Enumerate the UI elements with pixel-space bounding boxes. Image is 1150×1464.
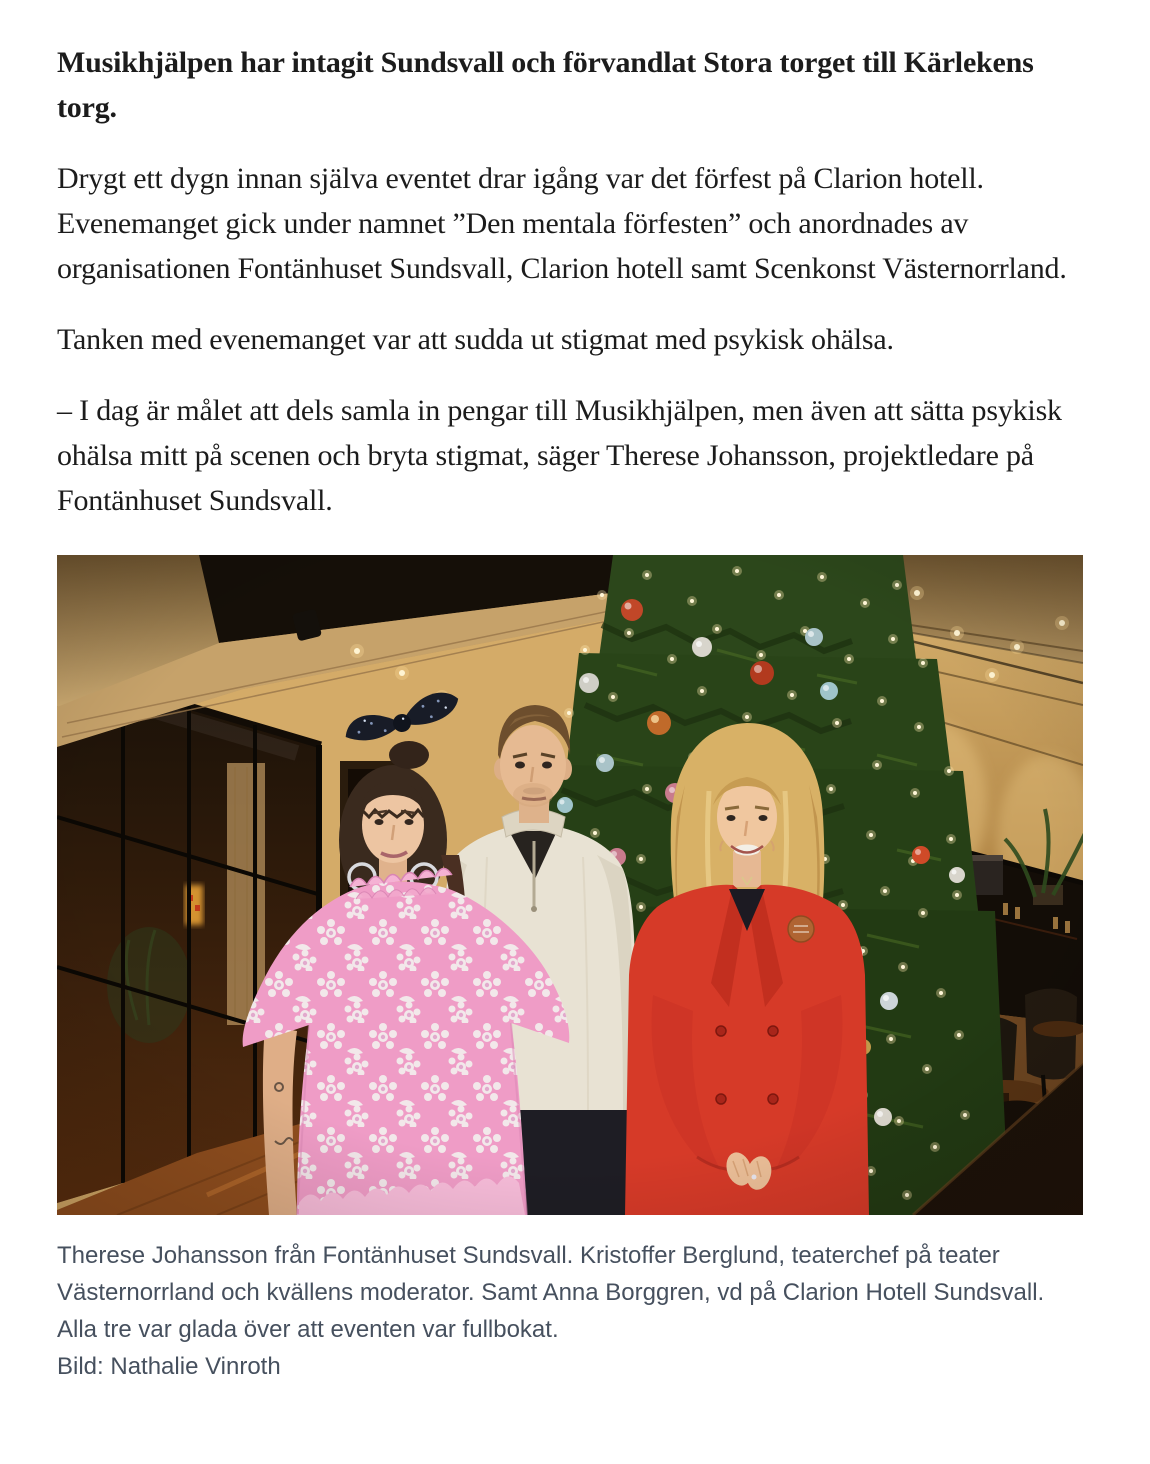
article-lead-paragraph: Musikhjälpen har intagit Sundsvall och förvandlat Stora torget till Kärlekens torg.: [57, 46, 1034, 124]
article-paragraph: – I dag är målet att dels samla in pengar till Musikhjälpen, men även att sätta psykisk ohälsa mitt på scenen och bryta stigmat, säger Therese Johansson, projektledare på Fontänhuset Sundsvall.: [57, 394, 1062, 517]
photo-vignette: [57, 555, 1083, 1215]
article-photo: [57, 555, 1083, 1215]
article-paragraph: Tanken med evenemanget var att sudda ut stigmat med psykisk ohälsa.: [57, 323, 894, 356]
article-paragraph: Drygt ett dygn innan själva eventet drar igång var det förfest på Clarion hotell. Evenemanget gick under namnet ”Den mentala förfesten” och anordnades av organisationen Fontänhuset Sundsvall, Clarion hotell samt Scenkonst Västernorrland.: [57, 162, 1067, 285]
photo-caption: [57, 1237, 1083, 1385]
photo-credit: Bild: Nathalie Vinroth: [57, 1353, 281, 1380]
article-figure: [57, 555, 1083, 1385]
article-body: [57, 0, 1083, 1385]
photo-caption-text: Therese Johansson från Fontänhuset Sundsvall. Kristoffer Berglund, teaterchef på teater Västernorrland och kvällens moderator. Samt Anna Borggren, vd på Clarion Hotell Sundsvall. Alla tre var glada över att eventen var fullbokat.: [57, 1242, 1045, 1343]
